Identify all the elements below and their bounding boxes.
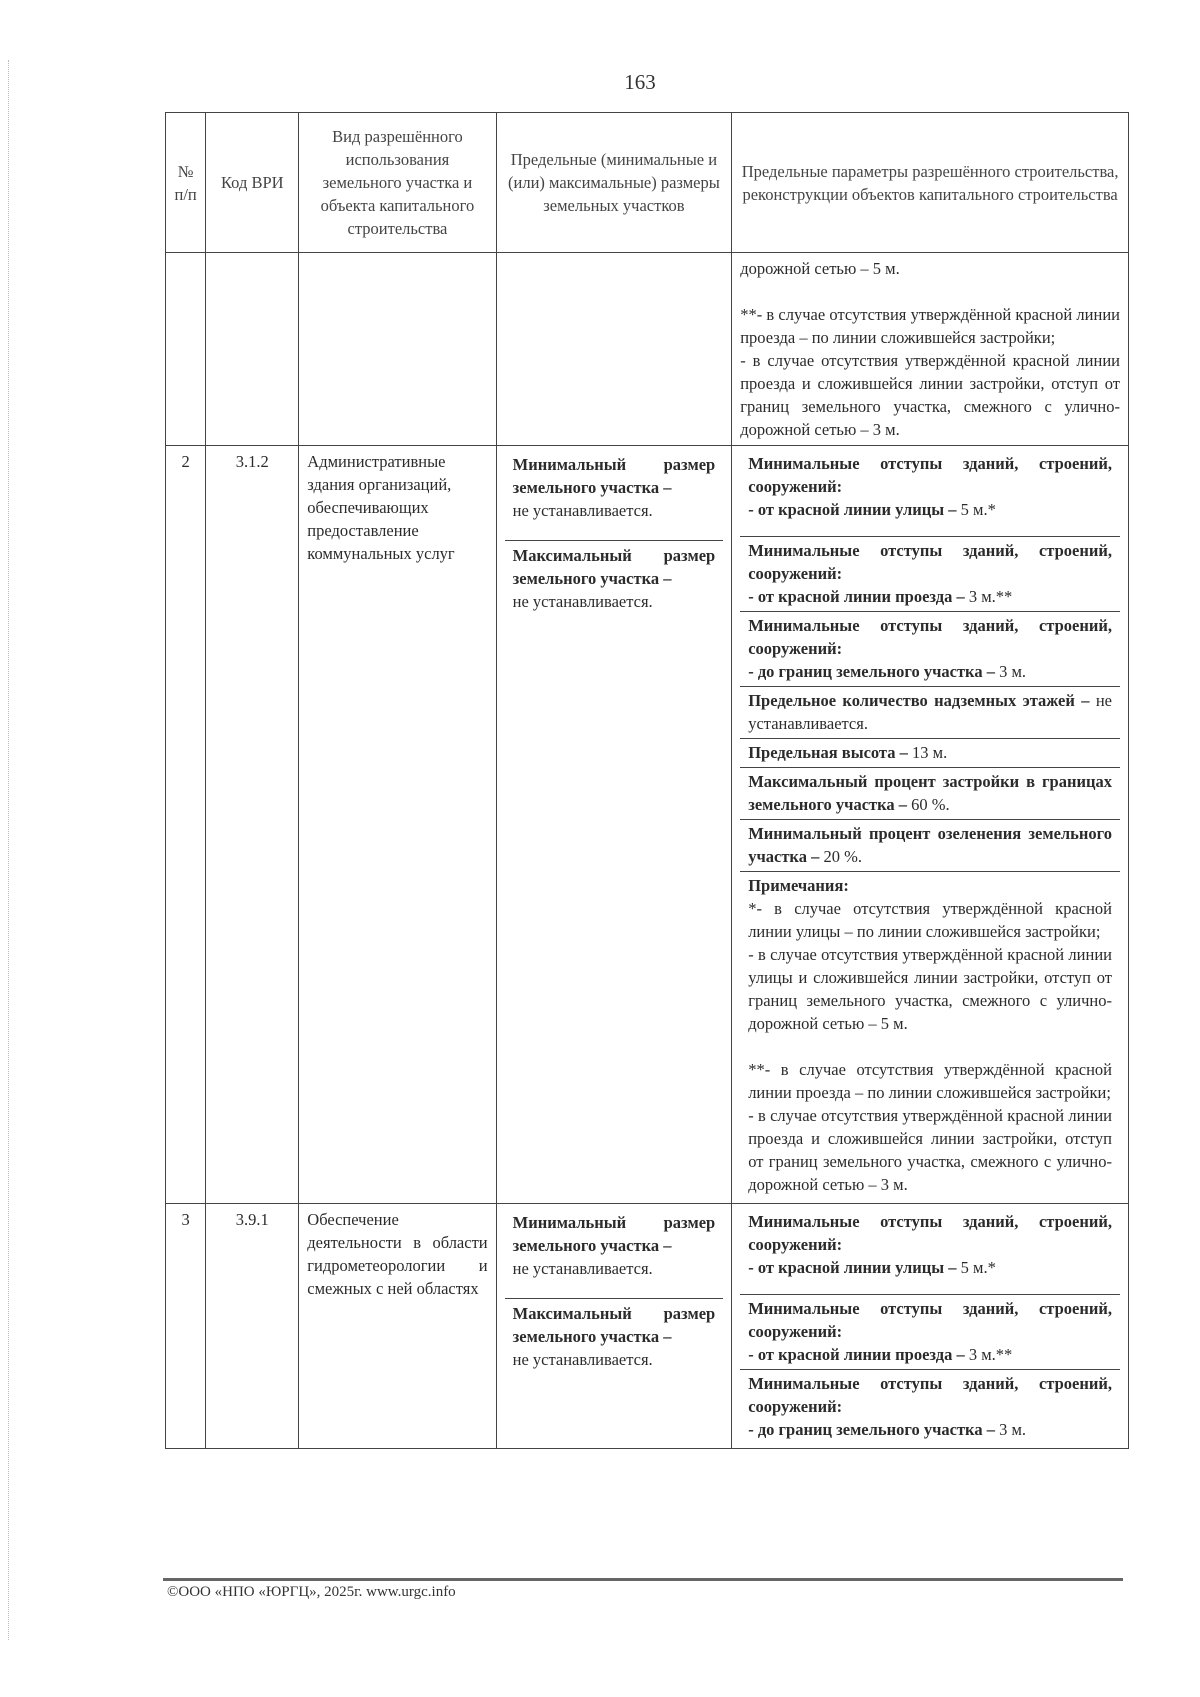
param-item [740,738,1120,767]
row-sizes [496,446,732,1204]
row-params [732,446,1129,1204]
table-row-continuation [166,253,1129,446]
param-value: 5 м.* [956,1258,996,1277]
scan-margin-marks [8,60,11,1640]
param-label-2: - до границ земельного участка – [748,662,995,681]
row-params [732,1204,1129,1449]
note-line: - в случае отсутствия утверждённой красной линии проезда и сложившейся линии застройки, отступ от границ земельного участка, смежного с улично-дорожной сетью – 3 м. [740,351,1120,439]
max-size-value: не устанавливается. [512,592,653,611]
cell-empty [206,253,299,446]
zoning-table [165,112,1129,1449]
param-item [740,686,1120,738]
max-size-value: не устанавливается. [512,1350,653,1369]
min-size-value: не устанавливается. [512,501,653,520]
footer-divider [163,1578,1123,1581]
note-line: дорожной сетью – 5 м. [740,259,900,278]
param-item [740,767,1120,819]
param-label: Минимальные отступы зданий, строений, сооружений: [748,1212,1112,1254]
param-label-2: - от красной линии улицы – [748,500,957,519]
param-item [740,1294,1120,1369]
row-code: 3.1.2 [206,446,299,1204]
param-label-2: - от красной линии проезда – [748,587,965,606]
notes-title: Примечания: [748,876,849,895]
cell-empty [299,253,496,446]
header-type: Вид разрешённого использования земельного участка и объекта капитального строительства [299,113,496,253]
header-code: Код ВРИ [206,113,299,253]
param-value: 60 %. [907,795,950,814]
table-row [166,1204,1129,1449]
note-gap [740,280,1120,303]
notes-block [740,871,1120,1199]
param-item [740,450,1120,536]
min-size-block [505,450,724,540]
param-label: Предельная высота – [748,743,908,762]
param-value: 3 м. [994,1420,1027,1439]
row-num: 2 [166,446,206,1204]
param-item [740,1369,1120,1444]
header-num: № п/п [166,113,206,253]
note-line: - в случае отсутствия утверждённой красной линии улицы и сложившейся линии застройки, отступ от границ земельного участка, смежного с улично-дорожной сетью – 5 м. [748,945,1112,1033]
page-number: 163 [624,70,656,94]
max-size-title: Максимальный размер земельного участка – [512,546,716,588]
param-label: Предельное количество надземных этажей – [748,691,1090,710]
continuation-notes [732,253,1129,446]
min-size-block [505,1208,724,1298]
table-header-row [166,113,1129,253]
row-type: Обеспечение деятельности в области гидрометеорологии и смежных с ней областях [299,1204,496,1449]
param-item [740,1208,1120,1294]
max-size-title: Максимальный размер земельного участка – [512,1304,716,1346]
param-label: Минимальные отступы зданий, строений, сооружений: [748,1374,1112,1416]
param-label-2: - от красной линии проезда – [748,1345,965,1364]
param-item [740,819,1120,871]
note-line: - в случае отсутствия утверждённой красной линии проезда и сложившейся линии застройки, отступ от границ земельного участка, смежного с улично-дорожной сетью – 3 м. [748,1106,1112,1194]
param-label-2: - до границ земельного участка – [748,1420,995,1439]
param-value: не устанавливается. [748,691,1112,733]
note-line: **- в случае отсутствия утверждённой красной линии проезда – по линии сложившейся застройки; [740,305,1120,347]
param-label: Максимальный процент застройки в границах земельного участка – [748,772,1112,814]
param-value: 3 м.** [964,1345,1013,1364]
header-params: Предельные параметры разрешённого строительства, реконструкции объектов капитального строительства [732,113,1129,253]
cell-empty [496,253,732,446]
row-num: 3 [166,1204,206,1449]
note-line: *- в случае отсутствия утверждённой красной линии улицы – по линии сложившейся застройки; [748,899,1112,941]
param-value: 3 м. [994,662,1027,681]
param-label: Минимальные отступы зданий, строений, сооружений: [748,1299,1112,1341]
param-value: 3 м.** [964,587,1013,606]
note-gap [748,1035,1112,1058]
param-item [740,536,1120,611]
row-type: Административные здания организаций, обеспечивающих предоставление коммунальных услуг [299,446,496,1204]
row-code: 3.9.1 [206,1204,299,1449]
param-value: 20 %. [819,847,862,866]
header-size: Предельные (минимальные и (или) максимальные) размеры земельных участков [496,113,732,253]
note-line: **- в случае отсутствия утверждённой красной линии проезда – по линии сложившейся застройки; [748,1060,1112,1102]
cell-empty [166,253,206,446]
max-size-block [505,1298,724,1374]
param-label: Минимальные отступы зданий, строений, сооружений: [748,541,1112,583]
row-sizes [496,1204,732,1449]
param-label: Минимальные отступы зданий, строений, сооружений: [748,454,1112,496]
param-item [740,611,1120,686]
max-size-block [505,540,724,616]
footer-copyright: ©ООО «НПО «ЮРГЦ», 2025г. www.urgc.info [167,1584,456,1600]
param-label-2: - от красной линии улицы – [748,1258,957,1277]
param-label: Минимальные отступы зданий, строений, сооружений: [748,616,1112,658]
param-value: 5 м.* [956,500,996,519]
min-size-title: Минимальный размер земельного участка – [512,1213,716,1255]
table-row [166,446,1129,1204]
param-label: Минимальный процент озеленения земельного участка – [748,824,1112,866]
min-size-title: Минимальный размер земельного участка – [512,455,716,497]
param-value: 13 м. [907,743,948,762]
min-size-value: не устанавливается. [512,1259,653,1278]
